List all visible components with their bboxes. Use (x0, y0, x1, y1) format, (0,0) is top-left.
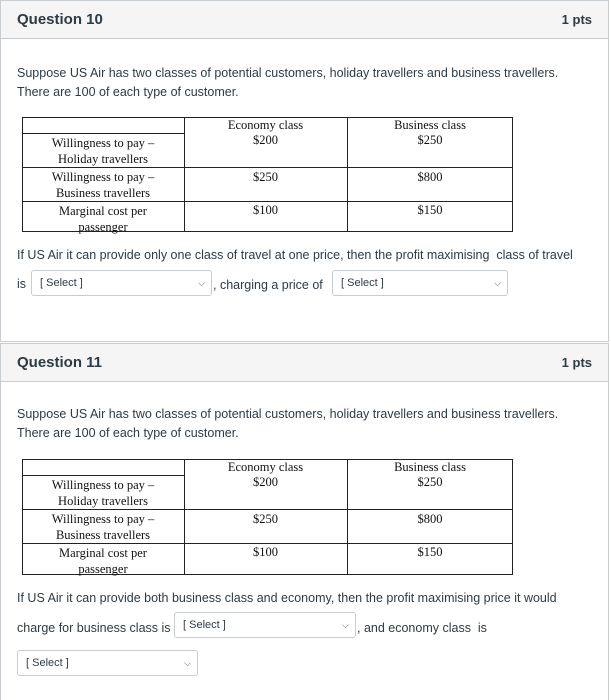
row-holiday-label1: Willingness to pay – (51, 478, 155, 492)
economy-business: $250 (253, 512, 278, 526)
row-holiday-label2: Holiday travellers (58, 152, 148, 166)
header-economy: Economy class (227, 460, 304, 474)
select-label: [ Select ] (40, 277, 83, 289)
business-business: $800 (417, 512, 443, 526)
chevron-down-icon: ⌵ (184, 657, 191, 668)
question-11-header (1, 344, 608, 382)
chevron-down-icon: ⌵ (198, 277, 205, 288)
question-11-points: 1 pts (561, 355, 592, 370)
question-11-business-select[interactable] (174, 612, 356, 638)
select-label: [ Select ] (26, 657, 69, 669)
row-cost-label2: passenger (78, 562, 128, 576)
chevron-down-icon: ⌵ (342, 619, 349, 630)
economy-business: $250 (253, 170, 278, 184)
question-11-mid: , and economy class is (357, 621, 487, 635)
row-business-label2: Business travellers (55, 528, 151, 542)
question-11-intro (17, 405, 558, 443)
question-11-text-line1: If US Air it can provide both business class and economy, then the profit maximising price it would (17, 591, 557, 605)
question-10-intro (17, 64, 558, 102)
business-cost: $150 (417, 203, 443, 217)
question-10-table-grid (22, 117, 513, 232)
question-11-intro-line2: There are 100 of each type of customer. (17, 426, 239, 440)
chevron-down-icon: ⌵ (494, 277, 501, 288)
question-10-title: Question 10 (17, 11, 103, 28)
question-11-economy-select[interactable] (17, 650, 198, 676)
question-10-intro-line2: There are 100 of each type of customer. (17, 85, 239, 99)
question-11-table-grid (22, 459, 513, 575)
question-10-price-select[interactable] (332, 270, 508, 296)
business-holiday: $250 (417, 133, 443, 147)
select-label: [ Select ] (341, 277, 384, 289)
question-10-header (1, 1, 608, 39)
economy-cost: $100 (253, 203, 278, 217)
header-economy: Economy class (227, 118, 304, 132)
question-11-title: Question 11 (17, 354, 103, 371)
economy-holiday: $200 (253, 475, 278, 489)
question-10-intro-line1: Suppose US Air has two classes of potential customers, holiday travellers and business travellers. (17, 66, 559, 80)
business-cost: $150 (417, 545, 443, 559)
question-10-text: If US Air it can provide only one class of travel at one price, then the profit maximising class of travel (17, 248, 573, 262)
question-10-points: 1 pts (561, 12, 592, 27)
row-business-label1: Willingness to pay – (51, 170, 155, 184)
business-holiday: $250 (417, 475, 443, 489)
row-holiday-label1: Willingness to pay – (51, 136, 155, 150)
row-business-label1: Willingness to pay – (51, 512, 155, 526)
row-holiday-label2: Holiday travellers (58, 494, 148, 508)
row-cost-label2: passenger (78, 220, 128, 234)
row-cost-label1: Marginal cost per (59, 546, 147, 560)
question-11-intro-line1: Suppose US Air has two classes of potential customers, holiday travellers and business travellers. (17, 407, 559, 421)
header-business: Business class (394, 118, 466, 132)
economy-holiday: $200 (253, 133, 278, 147)
economy-cost: $100 (253, 545, 278, 559)
row-cost-label1: Marginal cost per (59, 204, 147, 218)
business-business: $800 (417, 170, 443, 184)
question-11-text-line2: charge for business class is (17, 621, 171, 635)
question-10-is: is (17, 277, 27, 291)
row-business-label2: Business travellers (55, 186, 151, 200)
select-label: [ Select ] (183, 619, 226, 631)
question-10-class-select[interactable] (31, 270, 212, 296)
header-business: Business class (394, 460, 466, 474)
question-10-mid: , charging a price of (213, 278, 323, 292)
